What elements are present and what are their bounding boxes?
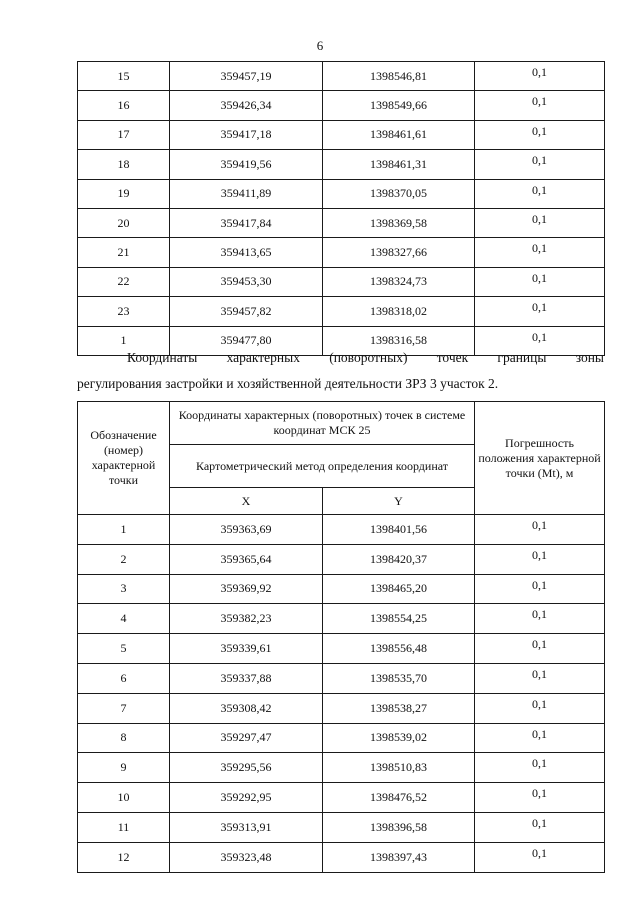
header-designation: Обозначение (номер) характерной точки <box>78 402 170 515</box>
point-number-cell: 15 <box>78 62 170 91</box>
point-number-cell: 23 <box>78 297 170 326</box>
y-coordinate-cell: 1398397,43 <box>323 842 475 872</box>
error-cell: 0,1 <box>475 812 605 842</box>
table-row <box>78 544 605 574</box>
table-row <box>78 693 605 723</box>
y-coordinate-cell: 1398401,56 <box>323 515 475 545</box>
y-coordinate-cell: 1398556,48 <box>323 634 475 664</box>
header-method: Картометрический метод определения координат <box>170 445 475 488</box>
error-cell: 0,1 <box>475 120 605 149</box>
point-number-cell: 3 <box>78 574 170 604</box>
point-number-cell: 1 <box>78 515 170 545</box>
x-coordinate-cell: 359419,56 <box>170 150 323 179</box>
table-body <box>78 515 605 873</box>
point-number-cell: 2 <box>78 544 170 574</box>
point-number-cell: 6 <box>78 663 170 693</box>
table-header <box>78 402 605 515</box>
error-cell: 0,1 <box>475 604 605 634</box>
heading-line-2: регулирования застройки и хозяйственной деятельности ЗРЗ 3 участок 2. <box>77 376 499 391</box>
page-number: 6 <box>316 38 324 53</box>
y-coordinate-cell: 1398461,61 <box>323 120 475 149</box>
table-row <box>78 150 605 179</box>
error-cell: 0,1 <box>475 267 605 296</box>
x-coordinate-cell: 359323,48 <box>170 842 323 872</box>
table-row <box>78 62 605 91</box>
x-coordinate-cell: 359453,30 <box>170 267 323 296</box>
y-coordinate-cell: 1398318,02 <box>323 297 475 326</box>
y-coordinate-cell: 1398535,70 <box>323 663 475 693</box>
table-row <box>78 515 605 545</box>
table-row <box>78 179 605 208</box>
y-coordinate-cell: 1398554,25 <box>323 604 475 634</box>
error-cell: 0,1 <box>475 208 605 237</box>
point-number-cell: 16 <box>78 91 170 120</box>
point-number-cell: 20 <box>78 208 170 237</box>
error-cell: 0,1 <box>475 150 605 179</box>
point-number-cell: 4 <box>78 604 170 634</box>
y-coordinate-cell: 1398510,83 <box>323 753 475 783</box>
x-coordinate-cell: 359417,18 <box>170 120 323 149</box>
table-row <box>78 663 605 693</box>
point-number-cell: 17 <box>78 120 170 149</box>
point-number-cell: 10 <box>78 783 170 813</box>
coordinates-table <box>77 401 605 873</box>
table-row <box>78 604 605 634</box>
x-coordinate-cell: 359369,92 <box>170 574 323 604</box>
table-row <box>78 753 605 783</box>
y-coordinate-cell: 1398549,66 <box>323 91 475 120</box>
x-coordinate-cell: 359297,47 <box>170 723 323 753</box>
heading-line-1: Координаты характерных (поворотных) точек границы зоны <box>127 350 604 365</box>
y-coordinate-cell: 1398327,66 <box>323 238 475 267</box>
section-heading <box>77 345 604 397</box>
error-cell: 0,1 <box>475 663 605 693</box>
table-row <box>78 208 605 237</box>
header-error: Погрешность положения характерной точки (Mt), м <box>475 402 605 515</box>
x-coordinate-cell: 359477,80 <box>170 326 323 355</box>
error-cell: 0,1 <box>475 297 605 326</box>
point-number-cell: 21 <box>78 238 170 267</box>
table-row <box>78 267 605 296</box>
error-cell: 0,1 <box>475 693 605 723</box>
y-coordinate-cell: 1398465,20 <box>323 574 475 604</box>
error-cell: 0,1 <box>475 179 605 208</box>
y-coordinate-cell: 1398538,27 <box>323 693 475 723</box>
table-row <box>78 842 605 872</box>
table-row <box>78 783 605 813</box>
point-number-cell: 8 <box>78 723 170 753</box>
y-coordinate-cell: 1398539,02 <box>323 723 475 753</box>
table-row <box>78 634 605 664</box>
table-row <box>78 120 605 149</box>
y-coordinate-cell: 1398369,58 <box>323 208 475 237</box>
error-cell: 0,1 <box>475 783 605 813</box>
table-body <box>78 62 605 356</box>
x-coordinate-cell: 359382,23 <box>170 604 323 634</box>
table-row <box>78 723 605 753</box>
y-coordinate-cell: 1398461,31 <box>323 150 475 179</box>
coordinates-table-continued <box>77 61 605 356</box>
error-cell: 0,1 <box>475 753 605 783</box>
point-number-cell: 5 <box>78 634 170 664</box>
y-coordinate-cell: 1398396,58 <box>323 812 475 842</box>
x-coordinate-cell: 359365,64 <box>170 544 323 574</box>
error-cell: 0,1 <box>475 842 605 872</box>
error-cell: 0,1 <box>475 238 605 267</box>
y-coordinate-cell: 1398546,81 <box>323 62 475 91</box>
x-coordinate-cell: 359411,89 <box>170 179 323 208</box>
table-row <box>78 574 605 604</box>
table-row <box>78 812 605 842</box>
point-number-cell: 19 <box>78 179 170 208</box>
x-coordinate-cell: 359313,91 <box>170 812 323 842</box>
error-cell: 0,1 <box>475 634 605 664</box>
x-coordinate-cell: 359363,69 <box>170 515 323 545</box>
point-number-cell: 22 <box>78 267 170 296</box>
table-row <box>78 297 605 326</box>
point-number-cell: 11 <box>78 812 170 842</box>
y-coordinate-cell: 1398476,52 <box>323 783 475 813</box>
error-cell: 0,1 <box>475 326 605 355</box>
error-cell: 0,1 <box>475 723 605 753</box>
point-number-cell: 9 <box>78 753 170 783</box>
x-coordinate-cell: 359292,95 <box>170 783 323 813</box>
x-coordinate-cell: 359457,82 <box>170 297 323 326</box>
table-row <box>78 238 605 267</box>
y-coordinate-cell: 1398316,58 <box>323 326 475 355</box>
point-number-cell: 1 <box>78 326 170 355</box>
x-coordinate-cell: 359339,61 <box>170 634 323 664</box>
y-coordinate-cell: 1398420,37 <box>323 544 475 574</box>
x-coordinate-cell: 359308,42 <box>170 693 323 723</box>
y-coordinate-cell: 1398370,05 <box>323 179 475 208</box>
x-coordinate-cell: 359413,65 <box>170 238 323 267</box>
x-coordinate-cell: 359417,84 <box>170 208 323 237</box>
error-cell: 0,1 <box>475 515 605 545</box>
point-number-cell: 18 <box>78 150 170 179</box>
error-cell: 0,1 <box>475 574 605 604</box>
error-cell: 0,1 <box>475 544 605 574</box>
error-cell: 0,1 <box>475 91 605 120</box>
x-coordinate-cell: 359457,19 <box>170 62 323 91</box>
point-number-cell: 7 <box>78 693 170 723</box>
y-coordinate-cell: 1398324,73 <box>323 267 475 296</box>
header-x: X <box>170 488 323 515</box>
point-number-cell: 12 <box>78 842 170 872</box>
error-cell: 0,1 <box>475 62 605 91</box>
x-coordinate-cell: 359337,88 <box>170 663 323 693</box>
header-coords-group: Координаты характерных (поворотных) точек в системе координат МСК 25 <box>170 402 475 445</box>
x-coordinate-cell: 359426,34 <box>170 91 323 120</box>
x-coordinate-cell: 359295,56 <box>170 753 323 783</box>
table-row <box>78 91 605 120</box>
header-y: Y <box>323 488 475 515</box>
